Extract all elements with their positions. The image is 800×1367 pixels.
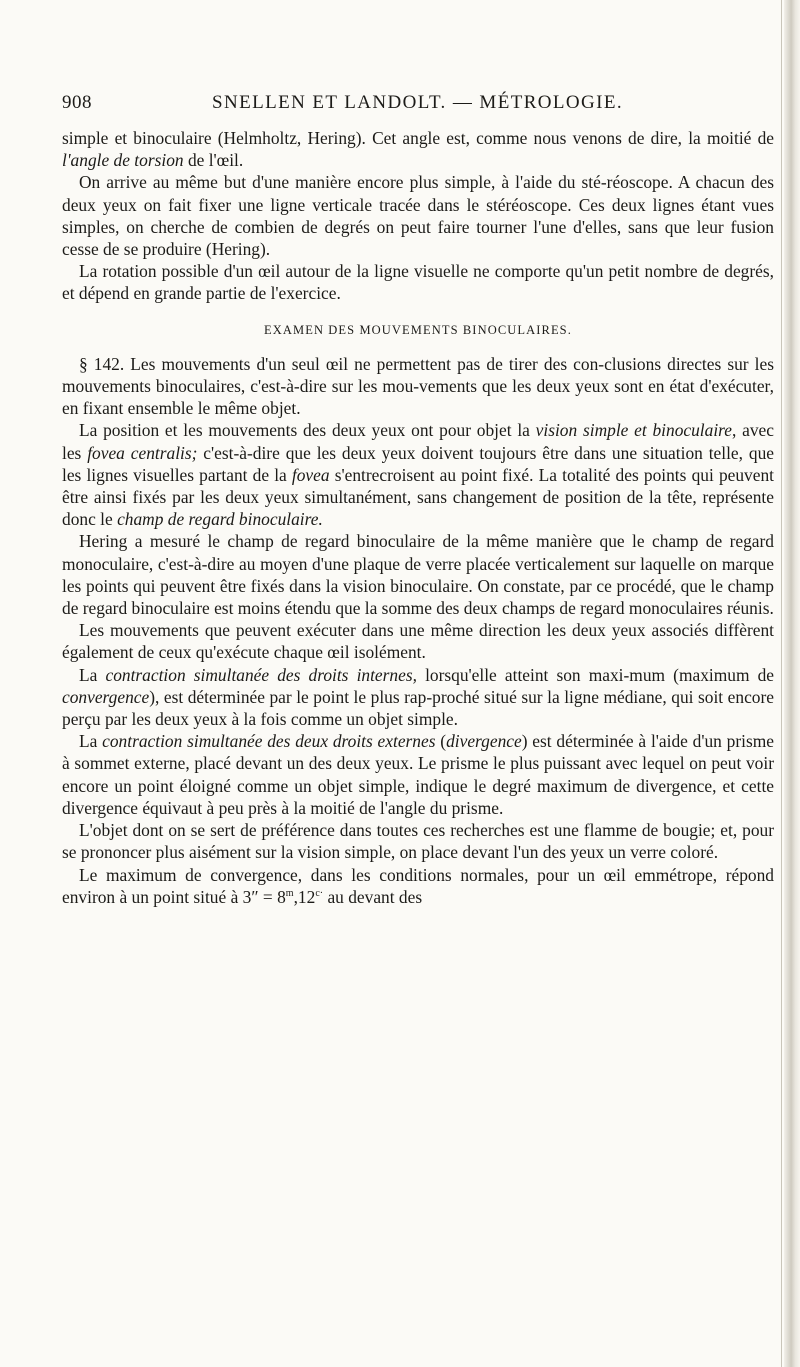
paragraph-divergence [62, 730, 774, 819]
text-span: de l'œil. [183, 150, 244, 171]
text-span: Le maximum de convergence, dans les conditions normales, pour un œil emmétrope, répond environ à un point situé à 3″ = 8 [62, 864, 774, 907]
italic-term: l'angle de torsion [62, 150, 184, 171]
italic-term: vision simple et binoculaire [535, 420, 733, 441]
paragraph-mouvements: Les mouvements que peuvent exécuter dans une même direction les deux yeux associés diffèrent également de ceux qu'exécute chaque œil isolément. [62, 620, 774, 663]
text-span: lorsqu'elle atteint son maxi-mum (maximum de [416, 664, 774, 685]
paragraph-continued [62, 127, 774, 171]
superscript: c· [315, 887, 324, 899]
text-span: ), est déterminée par le point le plus rap-proché situé sur la ligne médiane, qui soit encore perçu par les deux yeux à la fois comme un objet simple. [62, 686, 774, 730]
section-heading: EXAMEN DES MOUVEMENTS BINOCULAIRES. [264, 322, 572, 337]
text-span: ,12 [293, 886, 316, 907]
text-span: La [79, 664, 106, 685]
text-span: Les mouvements d'un seul œil ne permettent pas de tirer des con-clusions directes sur les mouvements binoculaires, c'est-à-dire sur les mou-vements que les deux yeux sont en état d'exécuter, en fixant ensemble le même objet. [62, 353, 774, 419]
paragraph-maximum [62, 864, 774, 908]
italic-term: contraction simultanée des deux droits externes [102, 731, 436, 752]
text-span: La [79, 731, 103, 752]
paragraph-convergence [62, 664, 774, 731]
page-edge-line [781, 0, 782, 1367]
text-span: au devant des [323, 886, 423, 907]
page-edge [784, 0, 800, 1367]
italic-term: fovea centralis; [87, 442, 198, 463]
paragraph-rotation: La rotation possible d'un œil autour de la ligne visuelle ne comporte qu'un petit nombre de degrés, et dépend en grande partie de l'exercice. [62, 261, 774, 304]
text-span: , avec les [62, 420, 774, 463]
text-span: ) est déterminée à l'aide d'un prisme à sommet externe, placé devant un des deux yeux. Le prisme le plus puissant avec lequel on peut voir encore un point éloigné comme un objet simple, indique le degré maximum de divergence, et cette divergence équivaut à peu près à la moitié de l'angle du prisme. [62, 731, 774, 818]
text-span: s'entrecroisent au point fixé. La totalité des points qui peuvent être ainsi fixés par les deux yeux simultanément, sans changement de position de la tête, représente donc le [62, 464, 774, 530]
text-span: c'est-à-dire que les deux yeux doivent toujours être dans une situation telle, que les lignes visuelles partant de la [62, 442, 774, 485]
running-head: SNELLEN ET LANDOLT. — MÉTROLOGIE. [212, 92, 624, 113]
italic-term: contraction simultanée des droits internes, [105, 664, 417, 685]
superscript: m [285, 887, 294, 899]
text-span: ( [435, 731, 447, 752]
page-number: 908 [62, 92, 92, 113]
paragraph-bougie: L'objet dont on se sert de préférence dans toutes ces recherches est une flamme de bougie; et, pour se prononcer plus aisément sur la vision simple, on place devant l'un des yeux un verre coloré. [62, 820, 774, 863]
text-span: La position et les mouvements des deux yeux ont pour objet la [79, 420, 536, 441]
italic-term: convergence [62, 686, 150, 707]
text-span: simple et binoculaire (Helmholtz, Hering). Cet angle est, comme nous venons de dire, la moitié de [62, 128, 774, 148]
paragraph-hering: Hering a mesuré le champ de regard binoculaire de la même manière que le champ de regard monoculaire, c'est-à-dire au moyen d'une plaque de verre placée verticalement sur laquelle on marque les points qui peuvent être fixés dans la vision binoculaire. On constate, par ce procédé, que le champ de regard binoculaire est moins étendu que la somme des deux champs de regard monoculaires réunis. [62, 531, 774, 619]
page-header [62, 92, 762, 118]
section-number: § 142. [79, 353, 125, 374]
paragraph-vision-simple [62, 419, 774, 530]
italic-term: champ de regard binoculaire. [117, 509, 323, 530]
paragraph-section-142 [62, 353, 774, 420]
body-text [62, 127, 774, 908]
paragraph-stereoscope: On arrive au même but d'une manière encore plus simple, à l'aide du sté-réoscope. A chacun des deux yeux on fait fixer une ligne verticale tracée dans le stéréoscope. Ces deux lignes étant vues simples, on cherche de combien de degrés on peut faire tourner l'une d'elles, sans que leur fusion cesse de se produire (Hering). [62, 172, 774, 260]
italic-term: fovea [291, 464, 330, 485]
italic-term: divergence [446, 731, 522, 752]
